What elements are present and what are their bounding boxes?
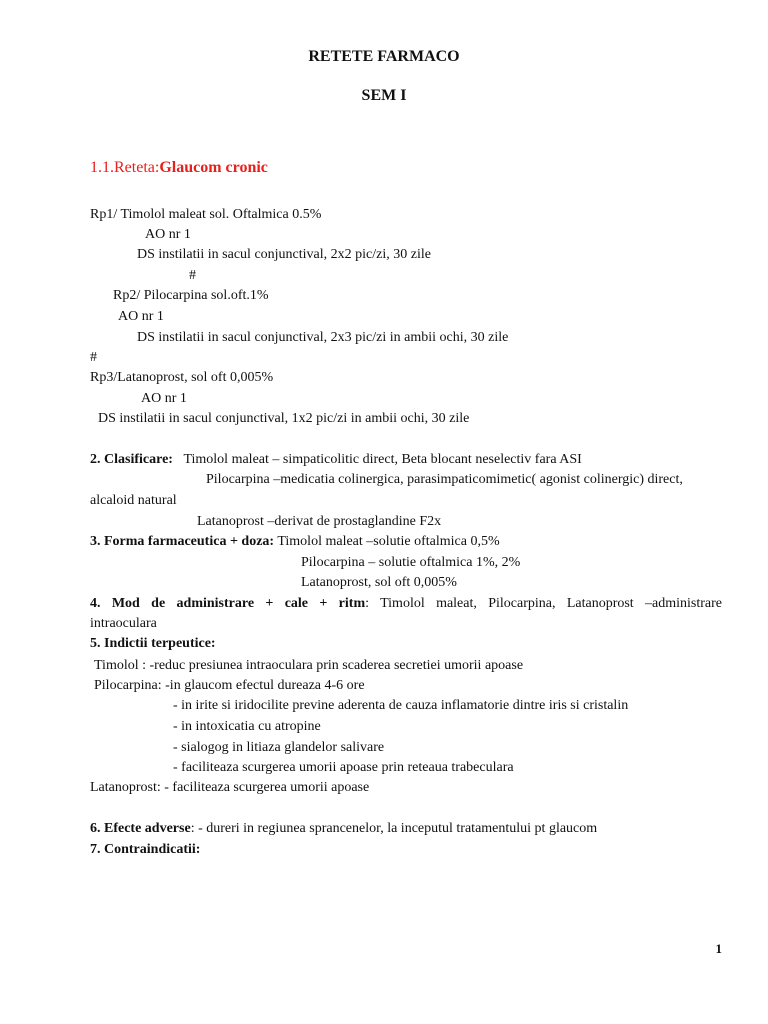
document-subtitle: SEM I [361,87,407,104]
clasificare-pilocarpina-cont: alcaloid natural [90,493,177,508]
recipe-prefix: 1.1.Reteta: [90,159,160,176]
indicatii-label: 5. Indictii terpeutice: [90,636,216,651]
indicatii-timolol: Timolol : -reduc presiunea intraoculara prin scaderea secretiei umorii apoase [94,658,524,673]
forma-latanoprost: Latanoprost, sol oft 0,005% [301,575,457,590]
forma-pilocarpina: Pilocarpina – solutie oftalmica 1%, 2% [301,555,521,570]
clasificare-latanoprost: Latanoprost –derivat de prostaglandine F2x [197,514,442,529]
forma-line [90,532,500,552]
mod-cont: intraoculara [90,616,157,631]
indicatii-pilocarpina: Pilocarpina: -in glaucom efectul dureaza 4-6 ore [94,678,365,693]
recipe-name: Glaucom cronic [159,159,268,176]
mod-text: : Timolol maleat, Pilocarpina, Latanoprost –administrare [365,596,723,611]
mod-label: 4. Mod de administrare + cale + ritm [90,596,366,611]
separator-1: # [189,268,196,283]
indicatii-pilocarpina-item: - sialogog in litiaza glandelor salivare [173,740,385,755]
document-title: RETETE FARMACO [308,48,460,65]
forma-label: 3. Forma farmaceutica + doza: [90,534,275,549]
indicatii-pilocarpina-item: - faciliteaza scurgerea umorii apoase prin reteaua trabeculara [173,760,514,775]
indicatii-latanoprost: Latanoprost: - faciliteaza scurgerea umorii apoase [90,780,370,795]
clasificare-line [90,450,582,470]
rp2-ao: AO nr 1 [118,309,164,324]
page-number: 1 [715,941,722,956]
efecte-label: 6. Efecte adverse [90,821,191,836]
contraindicatii-label: 7. Contraindicatii: [90,842,201,857]
clasificare-timolol: Timolol maleat – simpaticolitic direct, Beta blocant neselectiv fara ASI [183,452,582,467]
indicatii-pilocarpina-item: - in intoxicatia cu atropine [173,719,321,734]
rp2-ds: DS instilatii in sacul conjunctival, 2x3 pic/zi in ambii ochi, 30 zile [137,330,509,345]
rp1-ao: AO nr 1 [145,227,191,242]
rp3-line: Rp3/Latanoprost, sol oft 0,005% [90,370,274,385]
indicatii-pilocarpina-item: - in irite si iridocilite previne aderenta de cauza inflamatorie dintre iris si cristalin [173,698,629,713]
efecte-text: : - dureri in regiunea sprancenelor, la inceputul tratamentului pt glaucom [190,821,598,836]
rp2-line: Rp2/ Pilocarpina sol.oft.1% [113,288,269,303]
rp3-ao: AO nr 1 [141,391,187,406]
forma-timolol: Timolol maleat –solutie oftalmica 0,5% [277,534,500,549]
separator-2: # [90,350,97,365]
rp3-ds: DS instilatii in sacul conjunctival, 1x2 pic/zi in ambii ochi, 30 zile [98,411,470,426]
clasificare-label: 2. Clasificare: [90,452,173,467]
clasificare-pilocarpina: Pilocarpina –medicatia colinergica, parasimpaticomimetic( agonist colinergic) direct, [206,472,683,487]
recipe-heading [90,157,268,179]
mod-line [90,594,722,614]
efecte-line [90,819,597,839]
rp1-line: Rp1/ Timolol maleat sol. Oftalmica 0.5% [90,207,322,222]
rp1-ds: DS instilatii in sacul conjunctival, 2x2 pic/zi, 30 zile [137,247,431,262]
